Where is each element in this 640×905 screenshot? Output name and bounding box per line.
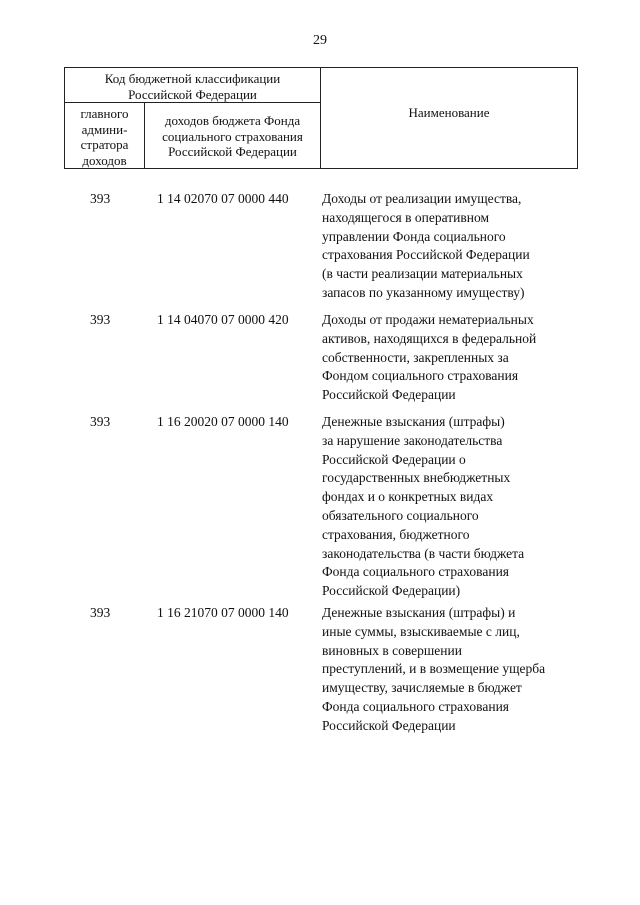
- item-name-line: Российской Федерации: [322, 717, 456, 733]
- item-name-line: Фонда социального страхования: [322, 564, 510, 580]
- budget-code: 1 16 21070 07 0000 140: [157, 605, 289, 620]
- item-name-line: страхования Российской Федерации: [322, 247, 530, 263]
- item-name-line: управлении Фонда социального: [322, 228, 506, 244]
- item-name-line: Денежные взыскания (штрафы) и: [322, 605, 516, 620]
- item-name: [322, 413, 572, 601]
- item-name-line: Российской Федерации): [322, 583, 461, 599]
- item-name-line: Российской Федерации о: [322, 451, 466, 467]
- item-name: [322, 604, 572, 736]
- item-name-line: преступлений, и в возмещение ущерба: [322, 661, 546, 677]
- page-number: 29: [313, 33, 327, 48]
- item-name-line: имуществу, зачисляемые в бюджет: [322, 680, 522, 696]
- admin-code: 393: [90, 605, 111, 620]
- header-name-label: Наименование: [408, 105, 490, 120]
- header-line: стратора: [80, 137, 129, 152]
- item-name-line: фондах и о конкретных видах: [322, 489, 494, 505]
- header-line: социального страхования: [162, 128, 303, 144]
- budget-code: 1 14 04070 07 0000 420: [157, 312, 289, 327]
- item-name-line: активов, находящихся в федеральной: [322, 330, 537, 346]
- admin-code: 393: [90, 191, 111, 206]
- item-name-line: находящегося в оперативном: [322, 209, 490, 225]
- item-name-line: за нарушение законодательства: [322, 432, 503, 448]
- header-line: Российской Федерации: [128, 86, 257, 102]
- item-name-line: Фондом социального страхования: [322, 368, 519, 384]
- header-line: Код бюджетной классификации: [104, 71, 281, 86]
- header-chief-administrator: [65, 103, 145, 169]
- item-name-line: виновных в совершении: [322, 642, 462, 658]
- item-name-line: Доходы от продажи нематериальных: [322, 312, 534, 327]
- item-name-line: обязательного социального: [322, 507, 479, 523]
- item-name: [322, 190, 572, 303]
- header-line: доходов: [82, 152, 127, 168]
- admin-code: 393: [90, 312, 111, 327]
- header-line: Российской Федерации: [168, 144, 297, 159]
- header-name: [321, 68, 577, 168]
- table-header: [64, 67, 578, 169]
- item-name-line: (в части реализации материальных: [322, 266, 523, 282]
- item-name-line: законодательства (в части бюджета: [322, 545, 525, 561]
- budget-code: 1 16 20020 07 0000 140: [157, 414, 289, 429]
- item-name-line: государственных внебюджетных: [322, 470, 511, 486]
- item-name-line: Фонда социального страхования: [322, 698, 510, 714]
- admin-code: 393: [90, 414, 111, 429]
- item-name-line: Денежные взыскания (штрафы): [322, 414, 505, 429]
- item-name-line: Доходы от реализации имущества,: [322, 191, 522, 206]
- header-line: главного: [80, 106, 129, 121]
- budget-code: 1 14 02070 07 0000 440: [157, 191, 289, 206]
- header-line: админи-: [81, 121, 128, 137]
- header-income-code: [145, 103, 321, 169]
- item-name-line: иные суммы, взыскиваемые с лиц,: [322, 623, 520, 639]
- header-budget-classification-code: [65, 68, 321, 103]
- item-name-line: Российской Федерации: [322, 387, 456, 403]
- item-name-line: запасов по указанному имуществу): [322, 284, 525, 300]
- item-name-line: собственности, закрепленных за: [322, 349, 509, 365]
- header-line: доходов бюджета Фонда: [164, 113, 301, 128]
- item-name: [322, 311, 572, 405]
- item-name-line: страхования, бюджетного: [322, 526, 470, 542]
